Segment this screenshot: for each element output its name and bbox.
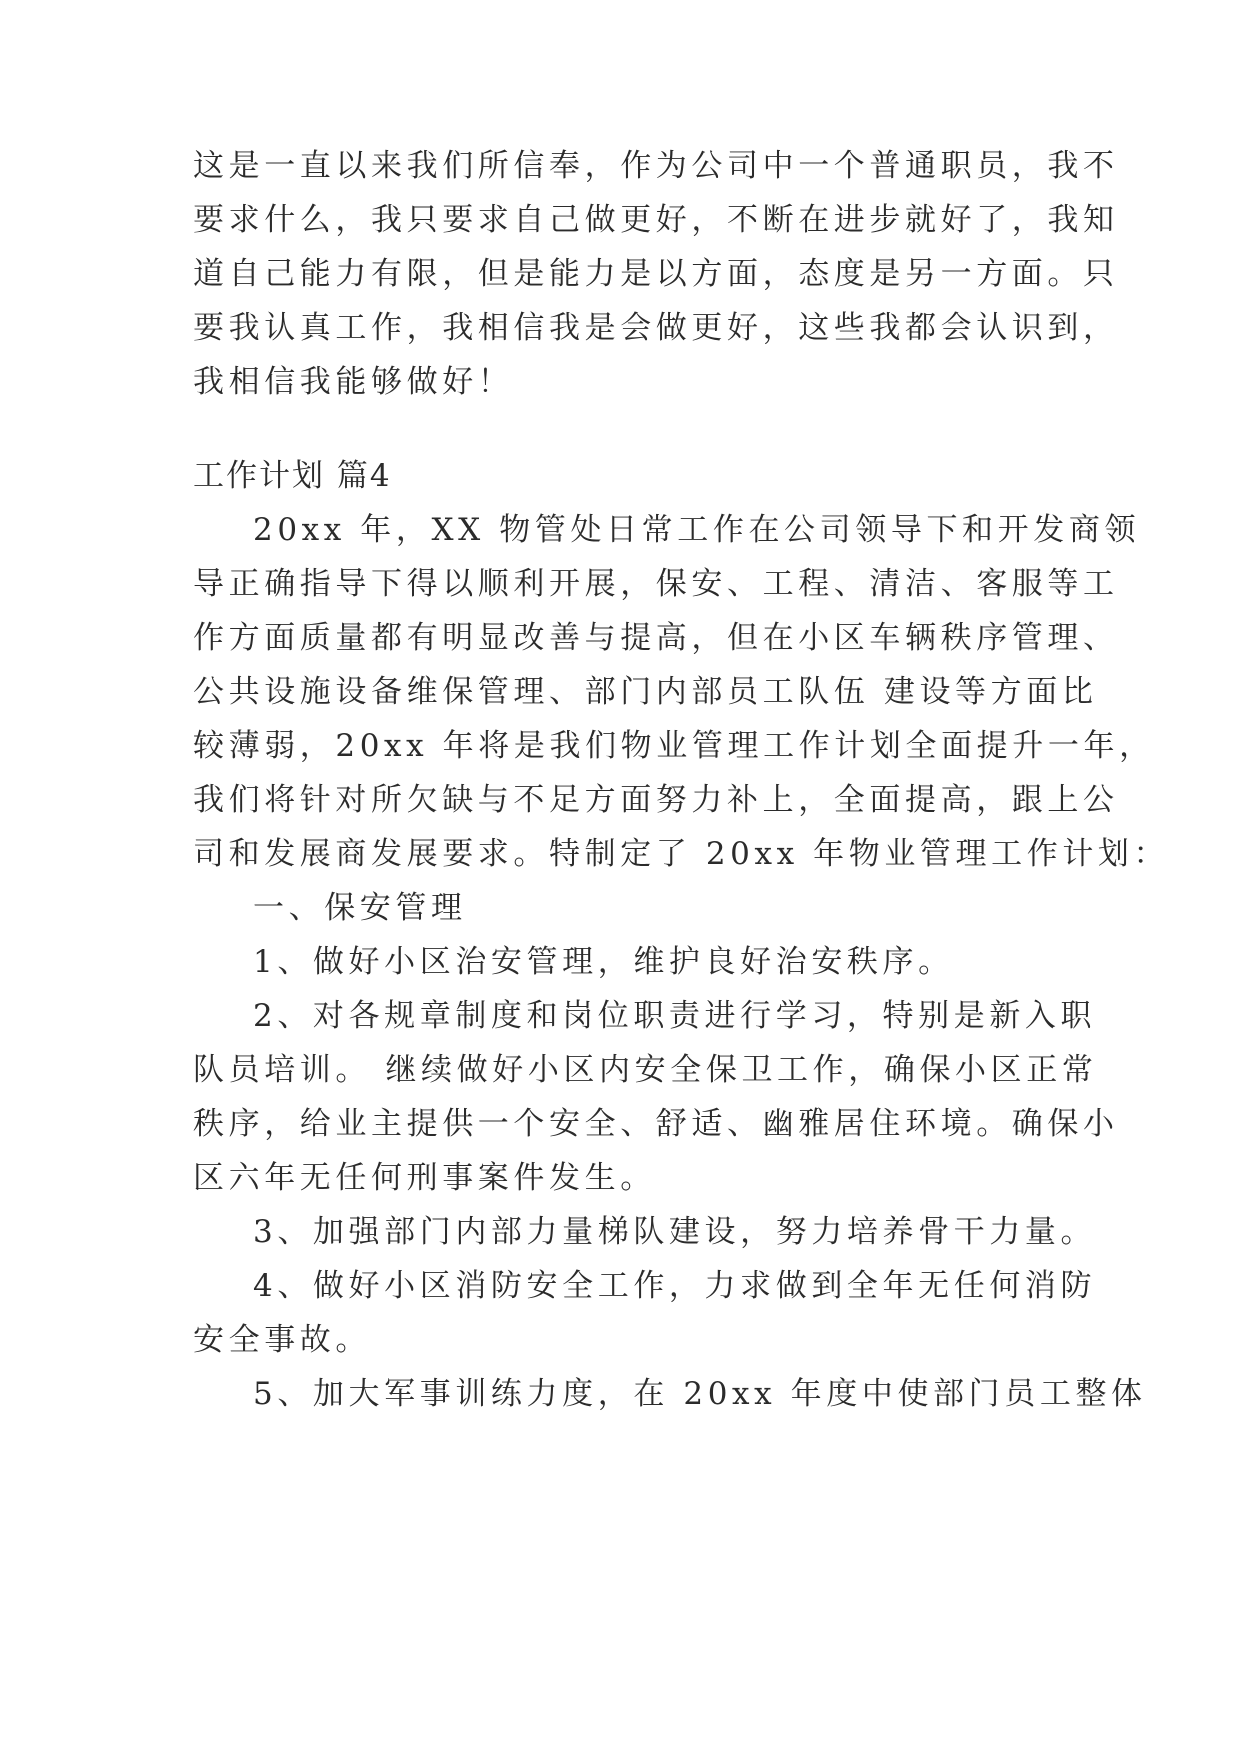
list-item-1: 1、做好小区治安管理，维护良好治安秩序。 [253,944,954,980]
list-item-2-line: 队员培训。 继续做好小区内安全保卫工作，确保小区正常 [193,1052,1098,1088]
paragraph-line: 公共设施设备维保管理、部门内部员工队伍 建设等方面比 [193,674,1098,710]
paragraph-line: 我们将针对所欠缺与不足方面努力补上，全面提高，跟上公 [193,782,1119,818]
list-item-4-line: 安全事故。 [193,1322,371,1358]
paragraph-line: 20xx 年，XX 物管处日常工作在公司领导下和开发商领 [253,512,1141,548]
paragraph-line: 作方面质量都有明显改善与提高，但在小区车辆秩序管理、 [193,620,1119,656]
section-title: 工作计划 篇4 [193,458,392,494]
paragraph-line: 司和发展商发展要求。特制定了 20xx 年物业管理工作计划： [193,836,1170,872]
paragraph-line: 导正确指导下得以顺利开展，保安、工程、清洁、客服等工 [193,566,1119,602]
intro-line: 要求什么，我只要求自己做更好，不断在进步就好了，我知 [193,202,1119,238]
paragraph-line: 较薄弱，20xx 年将是我们物业管理工作计划全面提升一年， [193,728,1155,764]
intro-line: 要我认真工作，我相信我是会做更好，这些我都会认识到， [193,310,1119,346]
list-item-4-line: 4、做好小区消防安全工作，力求做到全年无任何消防 [253,1268,1097,1304]
heading-security-management: 一、保安管理 [253,890,467,926]
intro-line: 这是一直以来我们所信奉，作为公司中一个普通职员，我不 [193,148,1119,184]
list-item-2-line: 2、对各规章制度和岗位职责进行学习，特别是新入职 [253,998,1097,1034]
list-item-2-line: 秩序，给业主提供一个安全、舒适、幽雅居住环境。确保小 [193,1106,1119,1142]
list-item-5: 5、加大军事训练力度，在 20xx 年度中使部门员工整体 [253,1376,1147,1412]
intro-line: 我相信我能够做好！ [193,364,514,400]
list-item-2-line: 区六年无任何刑事案件发生。 [193,1160,656,1196]
list-item-3: 3、加强部门内部力量梯队建设，努力培养骨干力量。 [253,1214,1097,1250]
intro-line: 道自己能力有限，但是能力是以方面，态度是另一方面。只 [193,256,1119,292]
